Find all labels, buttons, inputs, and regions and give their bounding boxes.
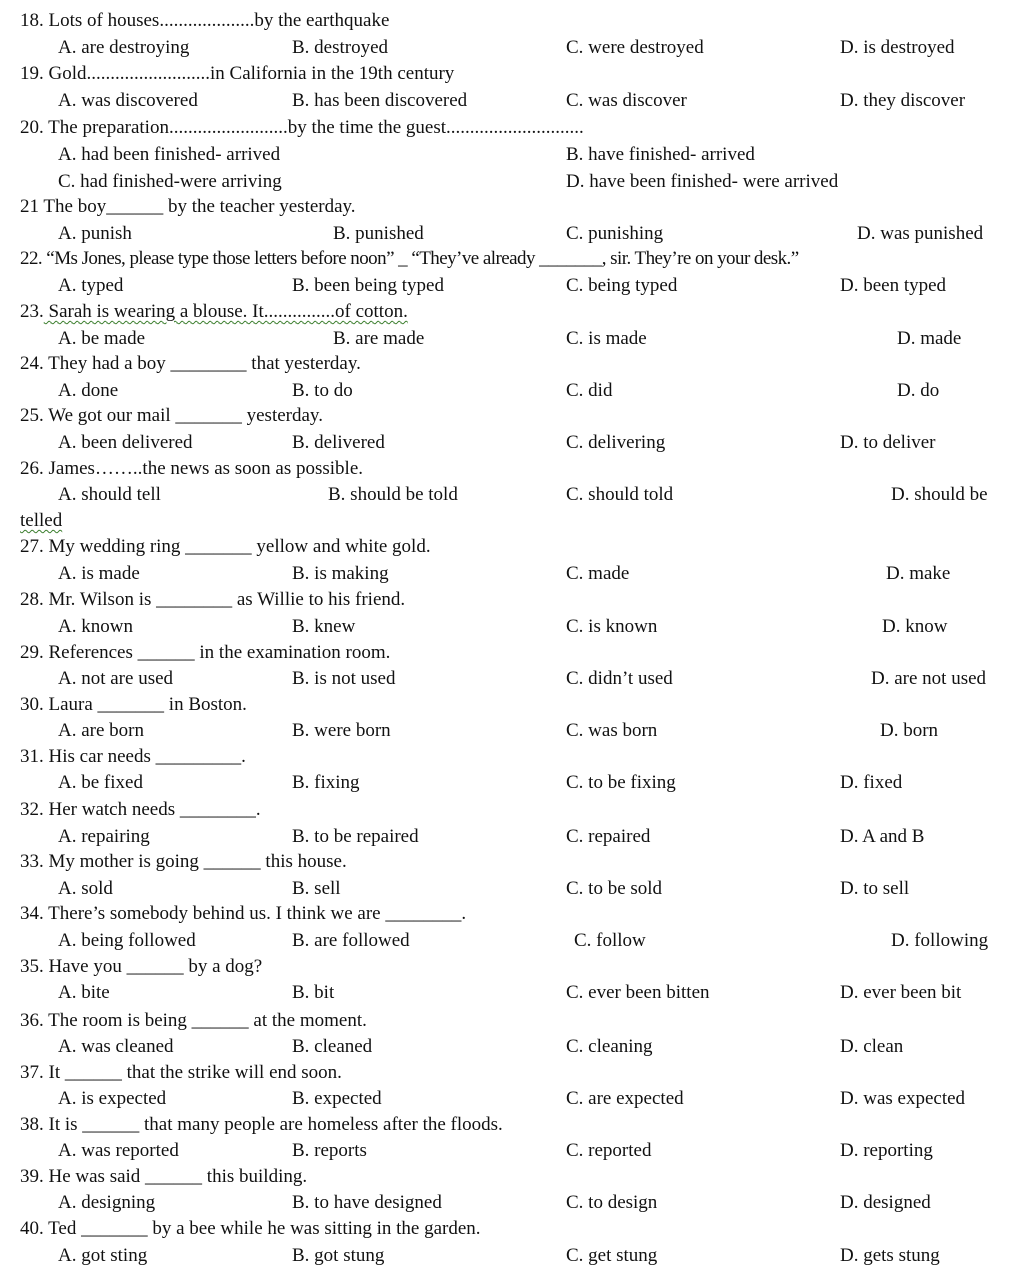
option-d: D. are not used [871, 668, 987, 689]
option-a: A. sold [58, 878, 113, 899]
option-a: A. was cleaned [58, 1036, 174, 1057]
option-c: C. to be sold [566, 878, 663, 899]
question-28: 28. Mr. Wilson is ________ as Willie to his friend. [20, 589, 406, 610]
question-32: 32. Her watch needs ________. [20, 799, 261, 820]
question-39: 39. He was said ______ this building. [20, 1166, 308, 1187]
option-d: D. born [880, 720, 939, 741]
option-b: B. cleaned [292, 1036, 373, 1057]
option-c: C. to be fixing [566, 772, 676, 793]
option-d: D. reporting [840, 1140, 933, 1161]
option-b: B. has been discovered [292, 90, 468, 111]
question-22: 22. “Ms Jones, please type those letters before noon” _ “They’ve already _______, sir. They’re on your desk.” [20, 248, 799, 269]
option-b: B. is making [292, 563, 389, 584]
option-a: A. was reported [58, 1140, 179, 1161]
option-a: A. are destroying [58, 37, 190, 58]
option-b: B. to do [292, 380, 353, 401]
option-c: C. were destroyed [566, 37, 704, 58]
option-b: B. knew [292, 616, 356, 637]
option-c: C. did [566, 380, 613, 401]
option-a: A. done [58, 380, 119, 401]
option-a: A. got sting [58, 1245, 148, 1266]
option-c: C. punishing [566, 223, 664, 244]
question-34: 34. There’s somebody behind us. I think we are ________. [20, 903, 467, 924]
question-18: 18. Lots of houses....................by the earthquake [20, 10, 390, 31]
question-31: 31. His car needs _________. [20, 746, 246, 767]
question-37: 37. It ______ that the strike will end soon. [20, 1062, 342, 1083]
option-a: A. was discovered [58, 90, 198, 111]
option-d: D. have been finished- were arrived [566, 171, 839, 192]
option-d: D. designed [840, 1192, 931, 1213]
option-b: B. reports [292, 1140, 367, 1161]
option-a: A. is expected [58, 1088, 167, 1109]
question-27: 27. My wedding ring _______ yellow and white gold. [20, 536, 431, 557]
option-b: B. are made [333, 328, 425, 349]
option-d: D. made [897, 328, 962, 349]
question-35: 35. Have you ______ by a dog? [20, 956, 263, 977]
question-33: 33. My mother is going ______ this house. [20, 851, 347, 872]
question-23: 23. Sarah is wearing a blouse. It...............of cotton. [20, 301, 408, 322]
option-a: A. been delivered [58, 432, 193, 453]
option-c: C. is made [566, 328, 647, 349]
question-21: 21 The boy______ by the teacher yesterday. [20, 196, 356, 217]
option-c: C. ever been bitten [566, 982, 710, 1003]
option-c: C. didn’t used [566, 668, 673, 689]
option-a: A. not are used [58, 668, 174, 689]
option-d-continuation: telled [20, 510, 63, 531]
option-b: B. to have designed [292, 1192, 442, 1213]
option-c: C. cleaning [566, 1036, 653, 1057]
option-d: D. to sell [840, 878, 910, 899]
option-b: B. delivered [292, 432, 385, 453]
option-d: D. gets stung [840, 1245, 940, 1266]
option-b: B. sell [292, 878, 341, 899]
option-b: B. should be told [328, 484, 458, 505]
option-a: A. designing [58, 1192, 156, 1213]
option-d: D. following [891, 930, 989, 951]
option-b: B. punished [333, 223, 424, 244]
option-c: C. repaired [566, 826, 651, 847]
option-d: D. was expected [840, 1088, 966, 1109]
option-b: B. is not used [292, 668, 396, 689]
option-a: A. typed [58, 275, 124, 296]
option-a: A. bite [58, 982, 110, 1003]
option-a: A. should tell [58, 484, 161, 505]
option-d: D. to deliver [840, 432, 936, 453]
option-b: B. destroyed [292, 37, 389, 58]
option-b: B. expected [292, 1088, 382, 1109]
option-d: D. fixed [840, 772, 903, 793]
question-19: 19. Gold..........................in California in the 19th century [20, 63, 455, 84]
question-20: 20. The preparation.........................by the time the guest............................. [20, 117, 584, 138]
question-36: 36. The room is being ______ at the moment. [20, 1010, 367, 1031]
option-a: A. punish [58, 223, 132, 244]
question-40: 40. Ted _______ by a bee while he was sitting in the garden. [20, 1218, 481, 1239]
question-29: 29. References ______ in the examination room. [20, 642, 391, 663]
question-24: 24. They had a boy ________ that yesterday. [20, 353, 361, 374]
option-d: D. is destroyed [840, 37, 955, 58]
option-c: C. follow [574, 930, 646, 951]
option-b: B. are followed [292, 930, 410, 951]
option-b: B. to be repaired [292, 826, 419, 847]
option-c: C. are expected [566, 1088, 684, 1109]
option-d: D. been typed [840, 275, 947, 296]
option-d: D. ever been bit [840, 982, 962, 1003]
option-c: C. had finished-were arriving [58, 171, 282, 192]
option-d: D. clean [840, 1036, 904, 1057]
question-30: 30. Laura _______ in Boston. [20, 694, 247, 715]
option-a: A. be made [58, 328, 146, 349]
option-b: B. have finished- arrived [566, 144, 755, 165]
option-a: A. is made [58, 563, 140, 584]
option-c: C. delivering [566, 432, 666, 453]
option-a: A. being followed [58, 930, 196, 951]
option-b: B. bit [292, 982, 335, 1003]
option-c: C. was born [566, 720, 658, 741]
option-c: C. made [566, 563, 630, 584]
option-d: D. do [897, 380, 940, 401]
option-a: A. repairing [58, 826, 150, 847]
option-b: B. been being typed [292, 275, 444, 296]
option-b: B. got stung [292, 1245, 385, 1266]
option-c: C. is known [566, 616, 658, 637]
option-d: D. they discover [840, 90, 966, 111]
option-a: A. are born [58, 720, 144, 741]
option-c: C. should told [566, 484, 674, 505]
question-26: 26. James……..the news as soon as possible. [20, 458, 364, 479]
option-d: D. make [886, 563, 951, 584]
option-b: B. fixing [292, 772, 360, 793]
question-25: 25. We got our mail _______ yesterday. [20, 405, 323, 426]
option-c: C. to design [566, 1192, 658, 1213]
option-c: C. was discover [566, 90, 687, 111]
option-a: A. be fixed [58, 772, 143, 793]
option-d: D. know [882, 616, 948, 637]
option-b: B. were born [292, 720, 391, 741]
option-d: D. A and B [840, 826, 925, 847]
option-c: C. get stung [566, 1245, 658, 1266]
question-38: 38. It is ______ that many people are homeless after the floods. [20, 1114, 503, 1135]
option-c: C. being typed [566, 275, 678, 296]
option-d: D. should be [891, 484, 988, 505]
option-a: A. had been finished- arrived [58, 144, 281, 165]
option-a: A. known [58, 616, 133, 637]
option-d: D. was punished [857, 223, 984, 244]
option-c: C. reported [566, 1140, 652, 1161]
